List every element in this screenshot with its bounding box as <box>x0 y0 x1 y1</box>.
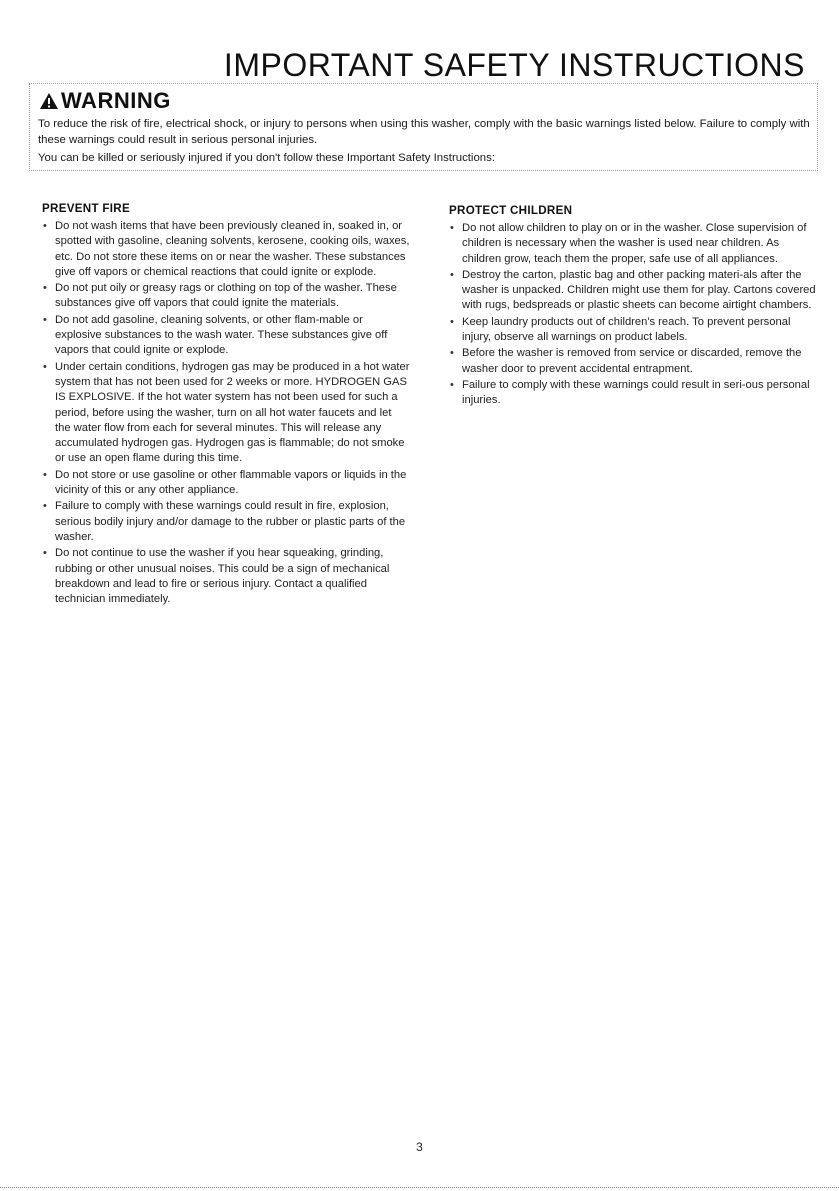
protect-children-heading: PROTECT CHILDREN <box>449 204 573 217</box>
list-item: • Do not store or use gasoline or other flammable vapors or liquids in the vicinity of this or any other appliance. <box>42 468 410 499</box>
list-item: • Do not continue to use the washer if you hear squeaking, grinding, rubbing or other unusual noises. This could be a sign of mechanical breakdown and lead to fire or serious injury. Contact a qualified technician immediately. <box>42 546 410 607</box>
bottom-divider <box>0 1187 839 1188</box>
list-item: • Under certain conditions, hydrogen gas may be produced in a hot water system that has not been used for 2 weeks or more. HYDROGEN GAS IS EXPLOSIVE. If the hot water system has not been used for such a period, before using the washer, turn on all hot water faucets and let the water flow from each for several minutes. This will release any accumulated hydrogen gas. Hydrogen gas is flammable; do not smoke or use an open flame during this time. <box>42 360 410 467</box>
list-item: • Failure to comply with these warnings could result in seri-ous personal injuries. <box>449 378 819 409</box>
prevent-fire-section <box>42 202 410 608</box>
warning-triangle-icon <box>39 92 59 110</box>
page-title: IMPORTANT SAFETY INSTRUCTIONS <box>223 47 805 84</box>
protect-children-list <box>449 221 819 409</box>
list-item: • Do not allow children to play on or in the washer. Close supervision of children is necessary when the washer is used near children. As children grow, teach them the proper, safe use of all appliances. <box>449 221 819 267</box>
list-item: • Keep laundry products out of children's reach. To prevent personal injury, observe all warnings on product labels. <box>449 315 819 346</box>
warning-text-2: You can be killed or seriously injured if you don't follow these Important Safety Instructions: <box>38 152 495 164</box>
list-item: • Do not wash items that have been previously cleaned in, soaked in, or spotted with gasoline, cleaning solvents, kerosene, cooking oils, waxes, etc. Do not store these items on or near the washer. These substances give off vapors or chemical reactions that could ignite or explode. <box>42 219 410 280</box>
list-item: • Do not add gasoline, cleaning solvents, or other flam-mable or explosive substances to the wash water. These substances give off vapors that could ignite or explode. <box>42 313 410 359</box>
warning-body <box>38 117 810 170</box>
page-number: 3 <box>416 1140 423 1154</box>
warning-text-1: To reduce the risk of fire, electrical shock, or injury to persons when using this washer, comply with the basic warnings listed below. Failure to comply with these warnings could result in serious personal injuries. <box>38 118 810 146</box>
warning-header <box>39 88 171 114</box>
warning-heading: WARNING <box>61 88 171 113</box>
protect-children-section <box>449 202 819 410</box>
warning-box <box>29 83 818 171</box>
prevent-fire-list <box>42 219 410 607</box>
list-item: • Failure to comply with these warnings could result in fire, explosion, serious bodily injury and/or damage to the rubber or plastic parts of the washer. <box>42 499 410 545</box>
list-item: • Do not put oily or greasy rags or clothing on top of the washer. These substances give off vapors that could ignite the materials. <box>42 281 410 312</box>
list-item: • Before the washer is removed from service or discarded, remove the washer door to prevent accidental entrapment. <box>449 346 819 377</box>
prevent-fire-heading: PREVENT FIRE <box>42 202 130 215</box>
list-item: • Destroy the carton, plastic bag and other packing materi-als after the washer is unpacked. Children might use them for play. Cartons covered with rugs, bedspreads or plastic sheets can become airtight chambers. <box>449 268 819 314</box>
